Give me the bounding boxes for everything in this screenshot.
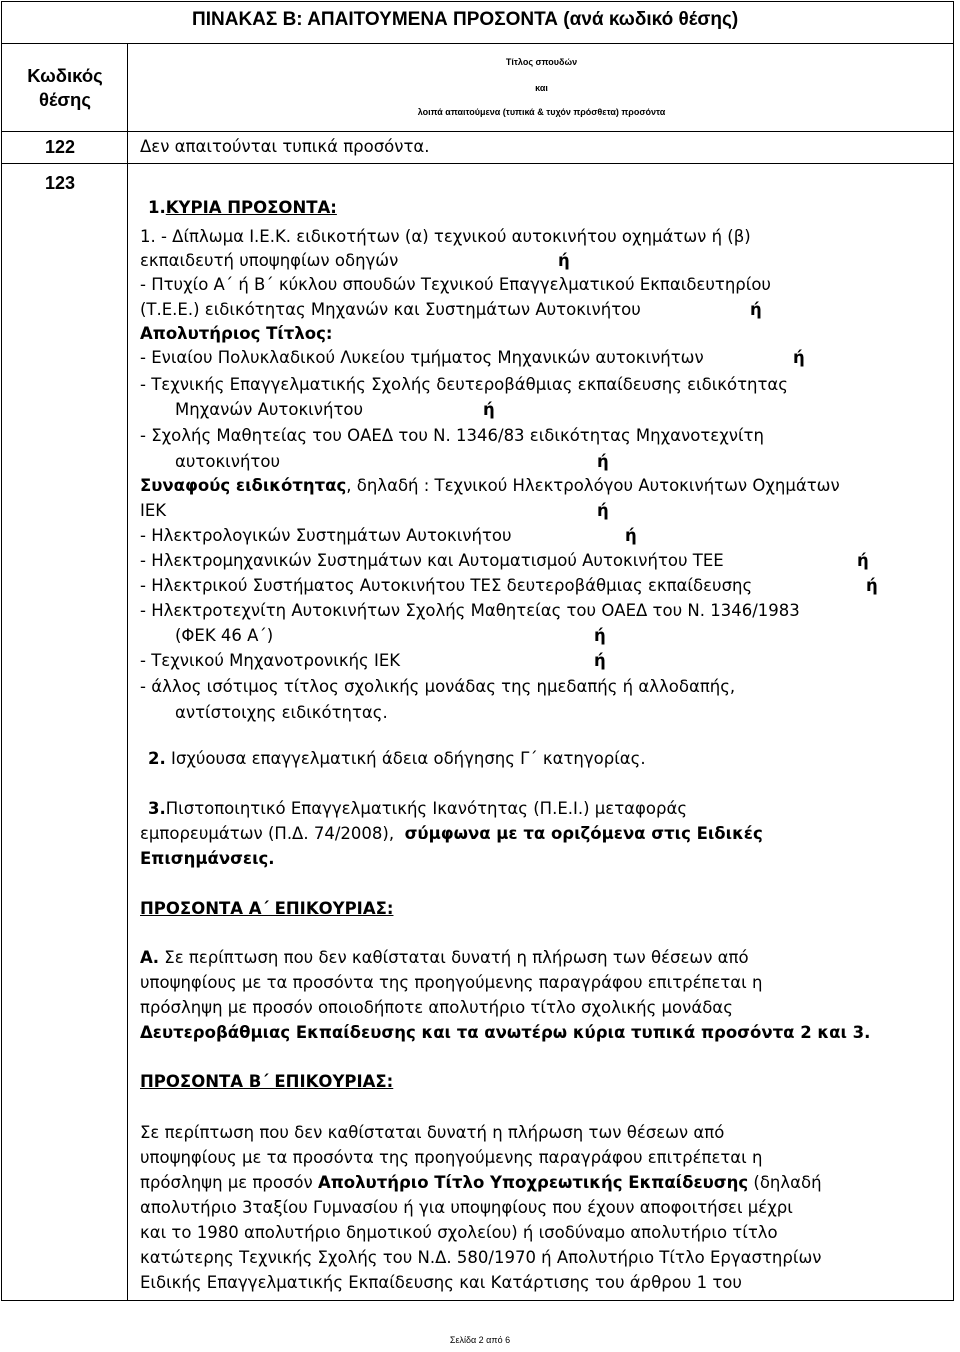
line-16: - Ηλεκτροτεχνίτη Αυτοκινήτων Σχολής Μαθητείας του ΟΑΕΔ του Ν. 1346/1983 xyxy=(140,601,800,620)
supplementary-b-line-6: κατώτερης Τεχνικής Σχολής του Ν.Δ. 580/1970 ή Απολυτήριο Τίτλο Εργαστηρίων xyxy=(140,1248,822,1267)
line-2: εκπαιδευτή υποψηφίων οδηγών xyxy=(140,251,399,270)
supplementary-b-line-3a: πρόσληψη με προσόν xyxy=(140,1173,318,1192)
supplementary-a-text: Σε περίπτωση που δεν καθίσταται δυνατή η πλήρωση των θέσεων από xyxy=(159,948,749,967)
header-code-label-2: θέσης xyxy=(39,89,91,110)
line-15: - Ηλεκτρικού Συστήματος Αυτοκινήτου ΤΕΣ δευτεροβάθμιας εκπαίδευσης xyxy=(140,576,753,595)
supplementary-b-line-7: Ειδικής Επαγγελματικής Εκπαίδευσης και Κατάρτισης του άρθρου 1 του xyxy=(140,1273,742,1292)
heading-text: ΚΥΡΙΑ ΠΡΟΣΟΝΤΑ: xyxy=(165,198,337,217)
point-2 xyxy=(148,747,646,771)
supplementary-b-line-4: απολυτήριο 3ταξίου Γυμνασίου ή για υποψηφίους που έχουν αποφοιτήσει μέχρι xyxy=(140,1198,793,1217)
line-7: - Τεχνικής Επαγγελματικής Σχολής δευτεροβάθμιας εκπαίδευσης ειδικότητας xyxy=(140,375,788,394)
or-3: ή xyxy=(793,348,805,367)
line-6: - Ενιαίου Πολυκλαδικού Λυκείου τμήματος Μηχανικών αυτοκινήτων xyxy=(140,348,704,367)
line-4: (Τ.Ε.Ε.) ειδικότητας Μηχανών και Συστημάτων Αυτοκινήτου xyxy=(140,300,641,319)
supplementary-b-line-5: και το 1980 απολυτήριο δημοτικού σχολείου) ή ισοδύναμο απολυτήριο τίτλο xyxy=(140,1223,778,1242)
or-2: ή xyxy=(750,300,762,319)
or-7: ή xyxy=(625,526,637,545)
supplementary-b-line-2: υποψηφίους με τα προσόντα της προηγούμενης παραγράφου επιτρέπεται η xyxy=(140,1148,763,1167)
supplementary-a-label: Α. xyxy=(140,948,160,967)
line-9: - Σχολής Μαθητείας του ΟΑΕΔ του Ν. 1346/83 ειδικότητας Μηχανοτεχνίτη xyxy=(140,426,764,445)
point-3-line-1 xyxy=(148,797,687,821)
point-3-line-3: Επισημάνσεις. xyxy=(140,849,275,868)
title-divider xyxy=(1,43,954,44)
line-1: 1. - Δίπλωμα Ι.Ε.Κ. ειδικοτήτων (α) τεχνικού αυτοκινήτου οχημάτων ή (β) xyxy=(140,227,751,246)
point-2-text: Ισχύουσα επαγγελματική άδεια οδήγησης Γ΄ κατηγορίας. xyxy=(165,749,646,768)
point-3-number: 3. xyxy=(148,799,166,818)
point-3-line-2a: εμπορευμάτων (Π.Δ. 74/2008), xyxy=(140,824,395,843)
supplementary-b-line-3 xyxy=(140,1171,822,1195)
line-20: αντίστοιχης ειδικότητας. xyxy=(175,703,388,722)
line-10: αυτοκινήτου xyxy=(175,452,281,471)
header-divider xyxy=(1,131,954,132)
row-123-code: 123 xyxy=(45,173,76,193)
point-3-line-2 xyxy=(140,822,763,846)
supplementary-b-line-1: Σε περίπτωση που δεν καθίσταται δυνατή η πλήρωση των θέσεων από xyxy=(140,1123,725,1142)
supplementary-a-line-2: υποψηφίους με τα προσόντα της προηγούμενης παραγράφου επιτρέπεται η xyxy=(140,973,763,992)
line-8: Μηχανών Αυτοκινήτου xyxy=(175,400,364,419)
related-specialty-label: Συναφούς ειδικότητας xyxy=(140,476,347,495)
main-qualifications-heading xyxy=(148,196,337,220)
page-number: Σελίδα 2 από 6 xyxy=(449,1335,511,1345)
supplementary-a-line-3: πρόσληψη με προσόν οποιοδήποτε απολυτήριο τίτλο σχολικής μονάδας xyxy=(140,998,733,1017)
point-3-text: Πιστοποιητικό Επαγγελματικής Ικανότητας (Π.Ε.Ι.) μεταφοράς xyxy=(165,799,688,818)
row-122-code: 122 xyxy=(45,137,76,157)
supplementary-b-heading: ΠΡΟΣΟΝΤΑ Β΄ ΕΠΙΚΟΥΡΙΑΣ: xyxy=(140,1072,394,1091)
line-18: - Τεχνικού Μηχανοτρονικής ΙΕΚ xyxy=(140,651,401,670)
or-4: ή xyxy=(483,400,495,419)
row-122-text: Δεν απαιτούνται τυπικά προσόντα. xyxy=(140,137,430,156)
line-14: - Ηλεκτρομηχανικών Συστημάτων και Αυτοματισμού Αυτοκινήτου ΤΕΕ xyxy=(140,551,724,570)
or-5: ή xyxy=(597,452,609,471)
supplementary-a-heading: ΠΡΟΣΟΝΤΑ Α΄ ΕΠΙΚΟΥΡΙΑΣ: xyxy=(140,899,394,918)
line-17: (ΦΕΚ 46 Α΄) xyxy=(175,626,274,645)
supplementary-a-line-1 xyxy=(140,946,749,970)
or-6: ή xyxy=(597,501,609,520)
line-5: Απολυτήριος Τίτλος: xyxy=(140,324,333,343)
row-122-divider xyxy=(1,163,954,164)
header-title-and: και xyxy=(535,83,548,93)
point-2-number: 2. xyxy=(148,749,166,768)
column-divider xyxy=(127,43,128,1301)
header-title-label: Τίτλος σπουδών xyxy=(505,57,578,67)
table-title: ΠΙΝΑΚΑΣ Β: ΑΠΑΙΤΟΥΜΕΝΑ ΠΡΟΣΟΝΤΑ (ανά κωδικό θέσης) xyxy=(192,9,739,30)
or-10: ή xyxy=(594,626,606,645)
header-code-label: Κωδικός xyxy=(27,65,103,86)
heading-number: 1. xyxy=(148,198,166,217)
or-11: ή xyxy=(594,651,606,670)
supplementary-a-line-4: Δευτεροβάθμιας Εκπαίδευσης και τα ανωτέρω κύρια τυπικά προσόντα 2 και 3. xyxy=(140,1023,871,1042)
point-3-line-2b: σύμφωνα με τα οριζόμενα στις Ειδικές xyxy=(404,824,763,843)
supplementary-b-line-3c: (δηλαδή xyxy=(748,1173,822,1192)
or-8: ή xyxy=(857,551,869,570)
header-title-line3: λοιπά απαιτούμενα (τυπικά & τυχόν πρόσθετα) προσόντα xyxy=(417,107,666,117)
line-19: - άλλος ισότιμος τίτλος σχολικής μονάδας της ημεδαπής ή αλλοδαπής, xyxy=(140,677,736,696)
line-11 xyxy=(140,474,840,498)
line-12: ΙΕΚ xyxy=(140,501,167,520)
related-specialty-text: , δηλαδή : Τεχνικού Ηλεκτρολόγου Αυτοκινήτων Οχημάτων xyxy=(346,476,840,495)
line-3: - Πτυχίο Α΄ ή Β΄ κύκλου σπουδών Τεχνικού Επαγγελματικού Εκπαιδευτηρίου xyxy=(140,275,771,294)
or-1: ή xyxy=(558,251,570,270)
or-9: ή xyxy=(866,576,878,595)
supplementary-b-line-3b: Απολυτήριο Τίτλο Υποχρεωτικής Εκπαίδευσης xyxy=(317,1173,749,1192)
line-13: - Ηλεκτρολογικών Συστημάτων Αυτοκινήτου xyxy=(140,526,512,545)
